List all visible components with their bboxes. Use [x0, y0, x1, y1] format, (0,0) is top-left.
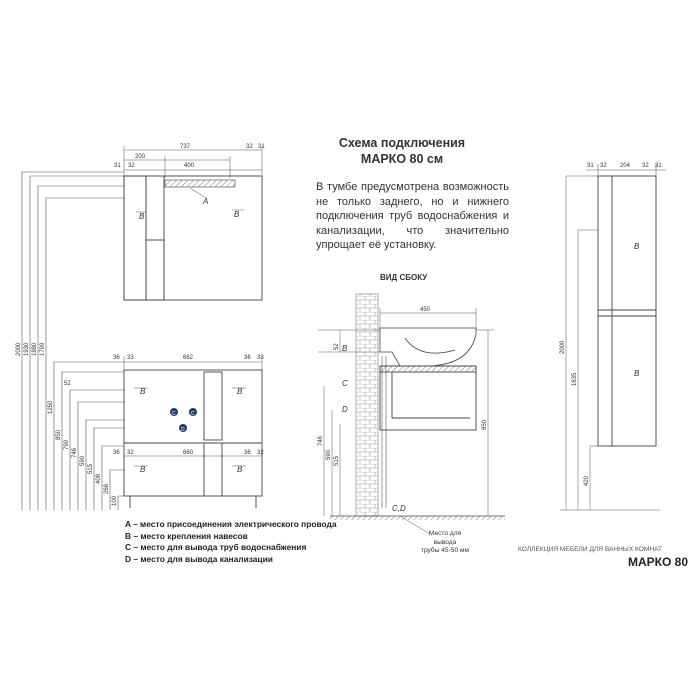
- dim-420-right: 420: [584, 475, 590, 486]
- floor-hatch: [330, 516, 505, 520]
- pipe-note-line-1: Место для: [428, 530, 462, 537]
- right-vertical-dims: [560, 176, 660, 510]
- collection-label: КОЛЛЕКЦИЯ МЕБЕЛИ ДЛЯ ВАННЫХ КОМНАТ: [518, 546, 663, 553]
- dim-36-c: 36: [113, 450, 120, 456]
- dim-1635-right: 1635: [572, 372, 578, 386]
- dim-33-b: 33: [257, 355, 264, 361]
- dim-850-side: 850: [482, 419, 488, 430]
- hole-label-d: D: [181, 427, 185, 433]
- dim-36-d: 36: [244, 450, 251, 456]
- label-b-mirror-right: B: [234, 210, 240, 219]
- hole-label-c2: C: [191, 411, 195, 417]
- legend-item-c: C – место для вывода труб водоснабжения: [125, 542, 307, 552]
- label-b-right-2: B: [634, 369, 640, 378]
- pipe-note: [420, 530, 470, 556]
- dim-32-c: 32: [127, 450, 134, 456]
- sink: [380, 328, 476, 366]
- dim-408: 408: [96, 473, 102, 484]
- diagram-title: [312, 135, 492, 167]
- dim-1930: 1930: [24, 342, 30, 356]
- title-line-1: Схема подключения: [338, 136, 466, 150]
- hole-label-c1: C: [172, 411, 176, 417]
- dim-746-side: 746: [318, 435, 324, 446]
- side-view: [318, 294, 505, 534]
- label-b-right-1: B: [634, 242, 640, 251]
- dim-1880: 1880: [32, 342, 38, 356]
- dim-850: 850: [56, 429, 62, 440]
- dim-662: 662: [183, 355, 194, 361]
- pipe-note-line-3: трубы 45-50 мм: [420, 547, 470, 554]
- dim-737: 737: [180, 144, 191, 150]
- tall-cabinet: [598, 176, 656, 446]
- dim-52-left: 52: [64, 381, 71, 387]
- dim-590: 590: [80, 455, 86, 466]
- title-line-2: МАРКО 80 см: [360, 152, 444, 166]
- wall: [356, 294, 378, 516]
- label-b-mirror-left: B: [139, 212, 145, 221]
- dim-200: 200: [135, 154, 146, 160]
- dim-31-tl: 31: [114, 163, 121, 169]
- dim-1799: 1799: [40, 342, 46, 356]
- label-b-cab-3: B: [140, 465, 146, 474]
- label-c-side: C: [342, 379, 348, 388]
- dim-33-a: 33: [127, 355, 134, 361]
- dim-36-a: 36: [113, 355, 120, 361]
- dim-32-r1: 32: [600, 163, 607, 169]
- dim-400: 400: [184, 163, 195, 169]
- front-extension-lines: [22, 172, 124, 510]
- mirror-top-dims: [124, 146, 262, 178]
- label-a: A: [203, 197, 209, 206]
- dim-204: 204: [620, 163, 631, 169]
- pipes: [382, 356, 386, 508]
- dim-31-r2: 31: [655, 163, 662, 169]
- dim-32-r2: 32: [642, 163, 649, 169]
- dim-790: 790: [64, 439, 70, 450]
- model-label: МАРКО 80: [628, 555, 689, 569]
- dim-32-tr: 32: [246, 144, 253, 150]
- front-view: [16, 144, 265, 510]
- dim-2000: 2000: [16, 342, 22, 356]
- label-b-side: B: [342, 344, 348, 353]
- label-b-cab-2: B: [237, 387, 243, 396]
- hinge-marks-mirror: [136, 210, 244, 212]
- side-view-title: ВИД СБОКУ: [380, 273, 428, 282]
- side-cabinet: [380, 366, 476, 430]
- dim-450: 450: [420, 307, 431, 313]
- dim-31-tr: 31: [258, 144, 265, 150]
- dim-32-d: 32: [257, 450, 264, 456]
- label-b-cab-1: B: [140, 387, 146, 396]
- dim-1250: 1250: [48, 400, 54, 414]
- dim-660: 660: [183, 450, 194, 456]
- front-vertical-dims: [16, 342, 118, 506]
- description-text: В тумбе предусмотрена возможность не только заднего, но и нижнего подключения труб водоснабжения и канализации, что значительно упрощает её установку.: [316, 181, 509, 252]
- legend: [125, 519, 336, 565]
- dim-100: 100: [112, 495, 118, 506]
- dim-515: 515: [88, 463, 94, 474]
- side-dims: [318, 330, 494, 516]
- dim-36-b: 36: [244, 355, 251, 361]
- legend-item-b: B – место крепления навесов: [125, 530, 248, 541]
- dim-31-r1: 31: [587, 163, 594, 169]
- dim-746: 746: [72, 447, 78, 458]
- pipe-note-line-2: вывода: [433, 538, 457, 546]
- dim-590-side: 590: [326, 449, 332, 460]
- dim-268: 268: [104, 483, 110, 494]
- label-cd-side: C,D: [392, 504, 406, 513]
- legend-item-a: A – место присоединения электрического провода: [125, 519, 337, 529]
- light-bar: [165, 180, 235, 187]
- label-b-cab-4: B: [237, 465, 243, 474]
- dim-52-side: 52: [334, 343, 340, 350]
- dim-32-tl: 32: [128, 163, 135, 169]
- dim-2000-right: 2000: [560, 340, 566, 354]
- label-d-side: D: [342, 405, 348, 414]
- dim-515-side: 515: [334, 455, 340, 466]
- legend-item-d: D – место для вывода канализации: [125, 553, 273, 564]
- mirror-cabinet: [124, 176, 262, 300]
- right-view: [560, 163, 666, 510]
